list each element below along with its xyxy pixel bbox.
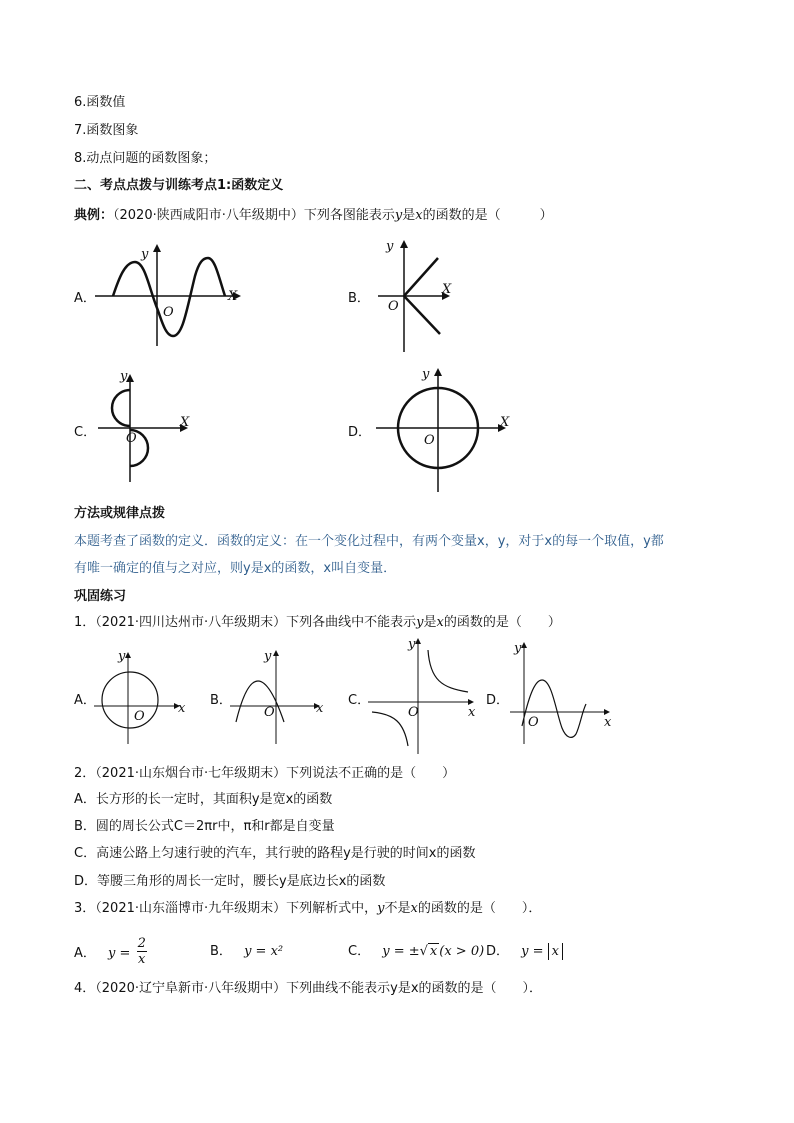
q3-b-expr: y = x² <box>244 944 284 959</box>
q3-var-x: x <box>410 901 418 916</box>
example-option-a: A． <box>74 291 96 306</box>
graph-c-origin: O <box>126 431 137 446</box>
q3-stem <box>74 899 541 919</box>
example-graph-c <box>98 368 198 482</box>
q3-c-label: C． <box>348 944 371 959</box>
graph-d-y-label: y <box>422 367 430 382</box>
example-text-mid: 是 <box>402 208 416 223</box>
q3-d-label: D． <box>486 944 510 959</box>
q3-a-numerator: 2 <box>137 936 146 951</box>
example-option-b: B． <box>348 291 370 306</box>
q1-text-mid: 是 <box>423 615 437 630</box>
graph-c-y-label: y <box>120 369 128 384</box>
q3-var-y: y <box>377 901 385 916</box>
q3-a-label: A． <box>74 946 96 961</box>
q1-stem <box>74 613 561 633</box>
q1-option-b: B． <box>210 693 232 708</box>
q1-var-x: x <box>436 615 444 630</box>
q3-c-radicand: x <box>429 944 438 959</box>
q1c-x-label: x <box>468 705 476 720</box>
q2-stem: 2．（2021·山东烟台市·七年级期末）下列说法不正确的是（ ） <box>74 766 456 781</box>
q3-option-b <box>210 940 283 959</box>
graph-a-x-label: X <box>228 289 238 304</box>
toc-item-7: 7.函数图象 <box>74 123 139 138</box>
q1d-x-label: x <box>604 715 612 730</box>
q1d-y-label: y <box>514 641 522 656</box>
example-option-c: C． <box>74 425 97 440</box>
q3-text-mid: 不是 <box>384 901 411 916</box>
q3-text-post: 的函数的是（ ）． <box>417 901 542 916</box>
example-var-x: x <box>415 208 423 223</box>
q3-d-expr-pre: y = <box>521 944 544 959</box>
q1-option-d: D． <box>486 693 510 708</box>
example-text-pre: （2020·陕西咸阳市·八年级期中）下列各图能表示 <box>113 208 395 223</box>
q3-option-c <box>348 940 484 959</box>
q2-option-d: D．等腰三角形的周长一定时，腰长y是底边长x的函数 <box>74 874 386 889</box>
graph-c-x-label: X <box>180 415 190 430</box>
graph-a-origin: O <box>163 305 174 320</box>
q1c-origin: O <box>408 705 419 720</box>
section-title: 二、考点点拨与训练考点1:函数定义 <box>74 178 284 193</box>
method-line-2: 有唯一确定的值与之对应，则y是x的函数，x叫自变量． <box>74 561 397 576</box>
example-label: 典例： <box>74 208 114 223</box>
graph-d-origin: O <box>424 433 435 448</box>
q1a-origin: O <box>134 709 145 724</box>
q1-text-pre: 1．（2021·四川达州市·八年级期末）下列各曲线中不能表示 <box>74 615 417 630</box>
method-line-1: 本题考查了函数的定义．函数的定义：在一个变化过程中，有两个变量x，y，对于x的每一个取值，y都 <box>74 534 664 549</box>
toc-item-8: 8.动点问题的函数图象； <box>74 151 217 166</box>
q2-option-a: A．长方形的长一定时，其面积y是宽x的函数 <box>74 792 333 807</box>
example-question <box>74 206 553 226</box>
example-graph-d <box>376 366 516 492</box>
q3-text-pre: 3．（2021·山东淄博市·九年级期末）下列解析式中， <box>74 901 378 916</box>
q3-a-fraction <box>137 936 147 967</box>
q1-option-a: A． <box>74 693 96 708</box>
q1a-y-label: y <box>118 649 126 664</box>
example-text-post: 的函数的是（ ） <box>422 208 553 223</box>
q3-option-d <box>486 940 563 959</box>
example-option-d: D． <box>348 425 372 440</box>
graph-a-y-label: y <box>141 247 149 262</box>
q1a-x-label: x <box>178 701 186 716</box>
toc-item-6: 6.函数值 <box>74 95 126 110</box>
q1-graph-d <box>510 640 620 744</box>
q1-text-post: 的函数的是（ ） <box>443 615 561 630</box>
sqrt-symbol: √ <box>419 944 428 959</box>
q3-a-denominator: x <box>138 952 146 967</box>
graph-b-origin: O <box>388 299 399 314</box>
q1b-x-label: x <box>316 701 324 716</box>
q2-option-b: B．圆的周长公式C＝2πr中，π和r都是自变量 <box>74 819 335 834</box>
graph-b-y-label: y <box>386 239 394 254</box>
q1b-y-label: y <box>264 649 272 664</box>
q3-a-expr: y = <box>108 946 131 961</box>
q3-c-expr-pre: y = ± <box>382 944 420 959</box>
example-graph-b <box>372 238 462 352</box>
q3-b-label: B． <box>210 944 232 959</box>
q2-option-c: C．高速公路上匀速行驶的汽车，其行驶的路程y是行驶的时间x的函数 <box>74 846 476 861</box>
graph-d-x-label: X <box>500 415 510 430</box>
q1-var-y: y <box>416 615 424 630</box>
q1-option-c: C． <box>348 693 371 708</box>
method-title: 方法或规律点拨 <box>74 506 166 521</box>
q1c-y-label: y <box>408 637 416 652</box>
q1b-origin: O <box>264 705 275 720</box>
q1d-origin: O <box>528 715 539 730</box>
graph-b-x-label: X <box>442 282 452 297</box>
example-var-y: y <box>394 208 403 223</box>
q3-c-expr-post: (x > 0) <box>439 944 485 959</box>
practice-title: 巩固练习 <box>74 589 127 604</box>
q3-d-abs: x <box>548 943 563 960</box>
q4-stem: 4．（2020·辽宁阜新市·八年级期中）下列曲线不能表示y是x的函数的是（ ）． <box>74 981 543 996</box>
q1-graph-c <box>368 636 478 754</box>
example-graph-a <box>95 238 245 346</box>
q1-graph-b <box>230 648 330 744</box>
q1-graph-a <box>94 648 194 744</box>
q3-option-a <box>74 938 147 969</box>
